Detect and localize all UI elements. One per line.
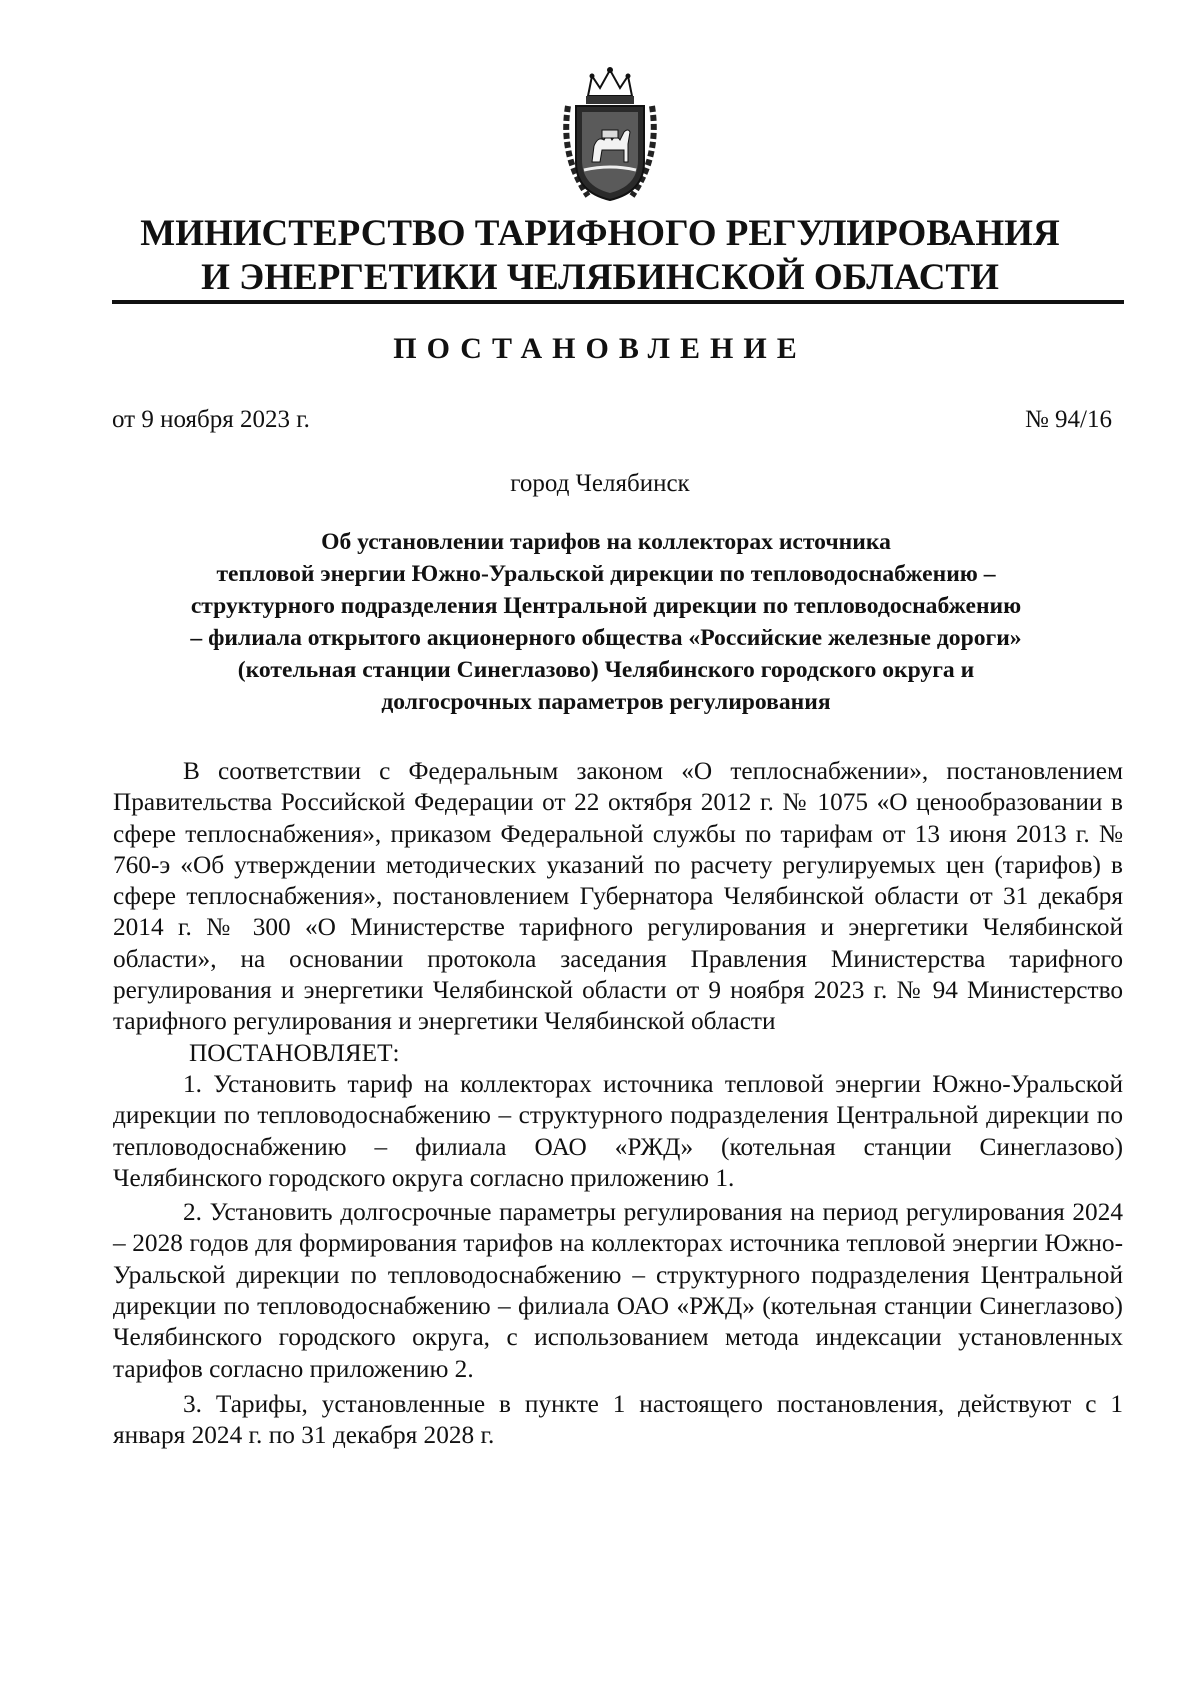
subject-line: – филиала открытого акционерного общества «Российские железные дороги» bbox=[190, 625, 1022, 651]
ministry-name-line1: МИНИСТЕРСТВО ТАРИФНОГО РЕГУЛИРОВАНИЯ bbox=[140, 213, 1060, 254]
resolves-heading: ПОСТАНОВЛЯЕТ: bbox=[189, 1038, 400, 1067]
document-number: № 94/16 bbox=[1024, 406, 1112, 433]
ministry-name bbox=[0, 212, 1200, 300]
header-divider bbox=[112, 300, 1124, 304]
coat-of-arms-icon bbox=[558, 66, 662, 206]
resolution-item-1: 1. Установить тариф на коллекторах источника тепловой энергии Южно-Уральской дирекции по тепловодоснабжению – структурного подразделения Центральной дирекции по тепловодоснабжению – филиала ОАО «РЖД» (котельная станции Синеглазово) Челябинского городского округа согласно приложению 1. bbox=[113, 1069, 1123, 1192]
subject-line: Об установлении тарифов на коллекторах источника bbox=[321, 529, 891, 555]
subject-line: структурного подразделения Центральной дирекции по тепловодоснабжению bbox=[190, 593, 1022, 619]
document-body bbox=[113, 756, 1123, 1452]
document-subject bbox=[100, 526, 1112, 718]
subject-line: долгосрочных параметров регулирования bbox=[381, 689, 831, 715]
subject-line: (котельная станции Синеглазово) Челябинского городского округа и bbox=[237, 657, 975, 683]
subject-line: тепловой энергии Южно-Уральской дирекции по тепловодоснабжению – bbox=[216, 561, 996, 587]
ministry-name-line2: И ЭНЕРГЕТИКИ ЧЕЛЯБИНСКОЙ ОБЛАСТИ bbox=[201, 257, 999, 298]
document-date: от 9 ноября 2023 г. bbox=[112, 406, 310, 433]
resolution-item-2: 2. Установить долгосрочные параметры регулирования на период регулирования 2024 – 2028 годов для формирования тарифов на коллекторах источника тепловой энергии Южно-Уральской дирекции по тепловодоснабжению – структурного подразделения Центральной дирекции по тепловодоснабжению – филиала ОАО «РЖД» (котельная станции Синеглазово) Челябинского городского округа, с использованием метода индексации установленных тарифов согласно приложению 2. bbox=[113, 1198, 1123, 1383]
document-city: город Челябинск bbox=[510, 470, 690, 497]
document-type: ПОСТАНОВЛЕНИЕ bbox=[393, 332, 807, 365]
preamble-paragraph: В соответствии с Федеральным законом «О теплоснабжении», постановлением Правительства Российской Федерации от 22 октября 2012 г. № 1075 «О ценообразовании в сфере теплоснабжения», приказом Федеральной службы по тарифам от 13 июня 2013 г. № 760-э «Об утверждении методических указаний по расчету регулируемых цен (тарифов) в сфере теплоснабжения», постановлением Губернатора Челябинской области от 31 декабря 2014 г. № 300 «О Министерстве тарифного регулирования и энергетики Челябинской области», на основании протокола заседания Правления Министерства тарифного регулирования и энергетики Челябинской области от 9 ноября 2023 г. № 94 Министерство тарифного регулирования и энергетики Челябинской области bbox=[113, 757, 1123, 1036]
resolution-item-3: 3. Тарифы, установленные в пункте 1 настоящего постановления, действуют с 1 января 2024 г. по 31 декабря 2028 г. bbox=[113, 1389, 1123, 1450]
